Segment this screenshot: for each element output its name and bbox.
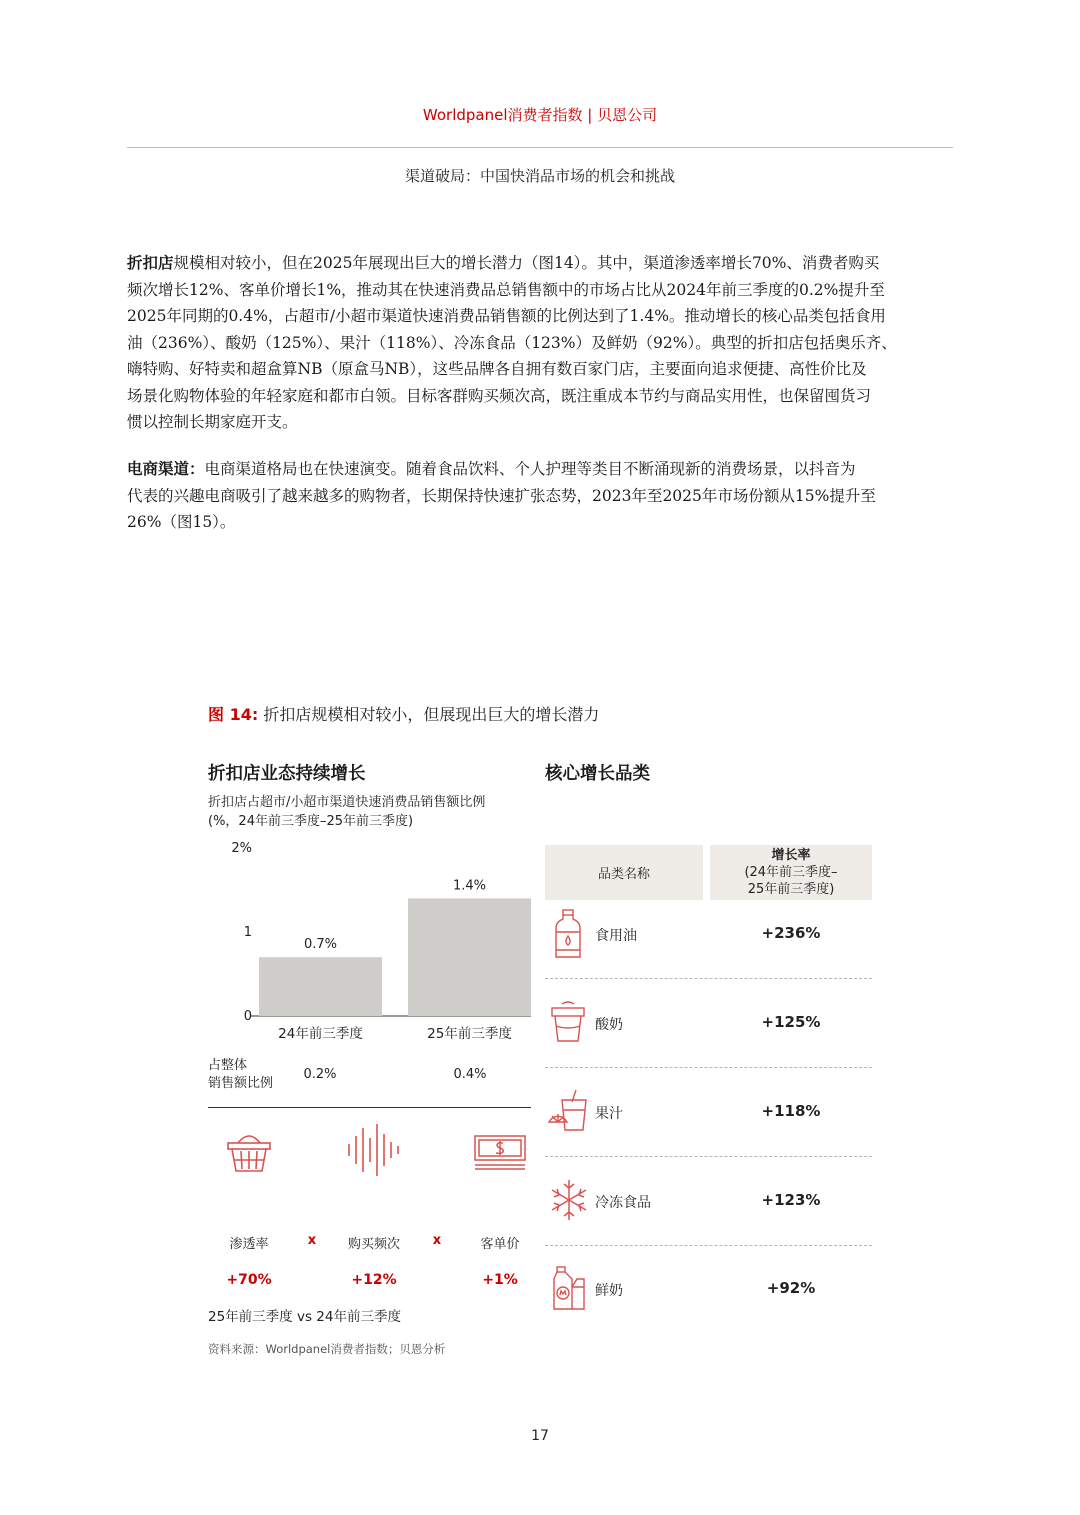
overall-share-value: 0.4%: [453, 1067, 487, 1082]
figure-number: 图 14:: [208, 705, 259, 724]
category-growth-rate: +123%: [761, 1191, 821, 1209]
para-line: 折扣店规模相对较小，但在2025年展现出巨大的增长潜力（图14）。其中，渠道渗透率增长70%、消费者购买: [127, 254, 880, 272]
row-divider: [545, 978, 872, 979]
driver-value: +12%: [351, 1272, 397, 1288]
para-line: 26%（图15）。: [127, 513, 236, 531]
bar-value-label: 1.4%: [452, 878, 487, 894]
ecommerce-paragraph: [127, 456, 953, 536]
para-line: 油（236%）、酸奶（125%）、果汁（118%）、冷冻食品（123%）及鲜奶（92%）。典型的折扣店包括奥乐齐、: [127, 333, 897, 352]
category-name: 酸奶: [595, 1017, 623, 1033]
source-note: 资料来源：Worldpanel消费者指数；贝恩分析: [208, 1342, 446, 1356]
para-line: 惯以控制长期家庭开支。: [127, 413, 298, 431]
category-growth-rate: +125%: [761, 1013, 821, 1031]
para-line: 电商渠道：电商渠道格局也在快速演变。随着食品饮料、个人护理等类目不断涌现新的消费场景，以抖音为: [127, 460, 856, 478]
para-line: 频次增长12%、客单价增长1%，推动其在快速消费品总销售额中的市场占比从2024年前三季度的0.2%提升至: [127, 280, 885, 299]
y-tick-label: 1: [243, 925, 252, 940]
chart-subtitle: 折扣店占超市/小超市渠道快速消费品销售额比例 (%，24年前三季度–25年前三季度): [208, 795, 486, 829]
category-growth-rate: +236%: [761, 924, 821, 942]
header-divider: [127, 147, 953, 148]
category-growth-rate: +92%: [766, 1279, 816, 1297]
para-bold-lead: 折扣店: [127, 254, 174, 272]
report-section-title: 渠道破局：中国快消品市场的机会和挑战: [404, 167, 675, 185]
para-line: 嗨特购、好特卖和超盒算NB（原盒马NB），这些品牌各自拥有数百家门店，主要面向追求便捷、高性价比及: [127, 360, 867, 378]
row-divider: [545, 1067, 872, 1068]
driver-label: 客单价: [480, 1237, 520, 1252]
driver-label: 购买频次: [347, 1237, 400, 1252]
category-growth-rate: +118%: [761, 1102, 821, 1120]
discount-store-paragraph: [127, 250, 953, 436]
para-line: 场景化购物体验的年轻家庭和都市白领。目标客群购买频次高，既注重成本节约与商品实用性，也保留囤货习: [127, 386, 872, 405]
y-tick-label: 0: [243, 1009, 252, 1024]
right-panel-heading: 核心增长品类: [545, 764, 650, 784]
sound-wave-icon: [345, 1122, 405, 1178]
category-name: 鲜奶: [595, 1283, 623, 1299]
para-line: 2025年同期的0.4%，占超市/小超市渠道快速消费品销售额的比例达到了1.4%。推动增长的核心品类包括食用: [127, 307, 886, 325]
bar: [259, 957, 382, 1016]
para-line: 代表的兴趣电商吸引了越来越多的购物者，长期保持快速扩张态势，2023年至2025年市场份额从15%提升至: [127, 486, 876, 505]
overall-share-label: 占整体 销售额比例: [208, 1058, 274, 1091]
discount-share-bar-chart: [208, 835, 538, 1045]
bar-value-label: 0.7%: [303, 937, 338, 953]
row-divider: [545, 1245, 872, 1246]
money-icon: [473, 1134, 527, 1172]
x-category-label: 24年前三季度: [278, 1026, 363, 1042]
para-bold-lead: 电商渠道：: [127, 460, 205, 478]
driver-value: +70%: [226, 1272, 272, 1288]
basket-icon: [224, 1127, 274, 1175]
juice-icon: [546, 1088, 590, 1134]
driver-value: +1%: [482, 1272, 518, 1288]
left-panel-heading: 折扣店业态持续增长: [208, 764, 366, 784]
figure-title-text: 折扣店规模相对较小，但展现出巨大的增长潜力: [263, 705, 600, 724]
category-name: 冷冻食品: [595, 1195, 651, 1211]
category-name: 食用油: [595, 928, 637, 944]
yogurt-icon: [548, 1000, 588, 1044]
milk-icon: [550, 1265, 590, 1311]
figure-title: [208, 702, 599, 725]
y-tick-label: 2%: [231, 841, 252, 856]
category-name: 果汁: [595, 1106, 623, 1122]
multiply-sign: x: [307, 1233, 317, 1248]
x-category-label: 25年前三季度: [427, 1026, 512, 1042]
driver-label: 渗透率: [229, 1237, 269, 1252]
row-divider: [545, 1156, 872, 1157]
overall-share-value: 0.2%: [303, 1067, 337, 1082]
table-header-category: 品类名称: [545, 845, 703, 900]
multiply-sign: x: [432, 1233, 442, 1248]
report-header-title: Worldpanel消费者指数 | 贝恩公司: [422, 106, 658, 124]
bar: [408, 898, 531, 1016]
oil-bottle-icon: [553, 908, 583, 960]
table-divider: [208, 1107, 531, 1108]
table-header-growth: 增长率 (24年前三季度– 25年前三季度): [710, 845, 872, 900]
snowflake-icon: [549, 1178, 589, 1222]
page-number: 17: [531, 1428, 549, 1444]
drivers-period-note: 25年前三季度 vs 24年前三季度: [208, 1309, 401, 1325]
